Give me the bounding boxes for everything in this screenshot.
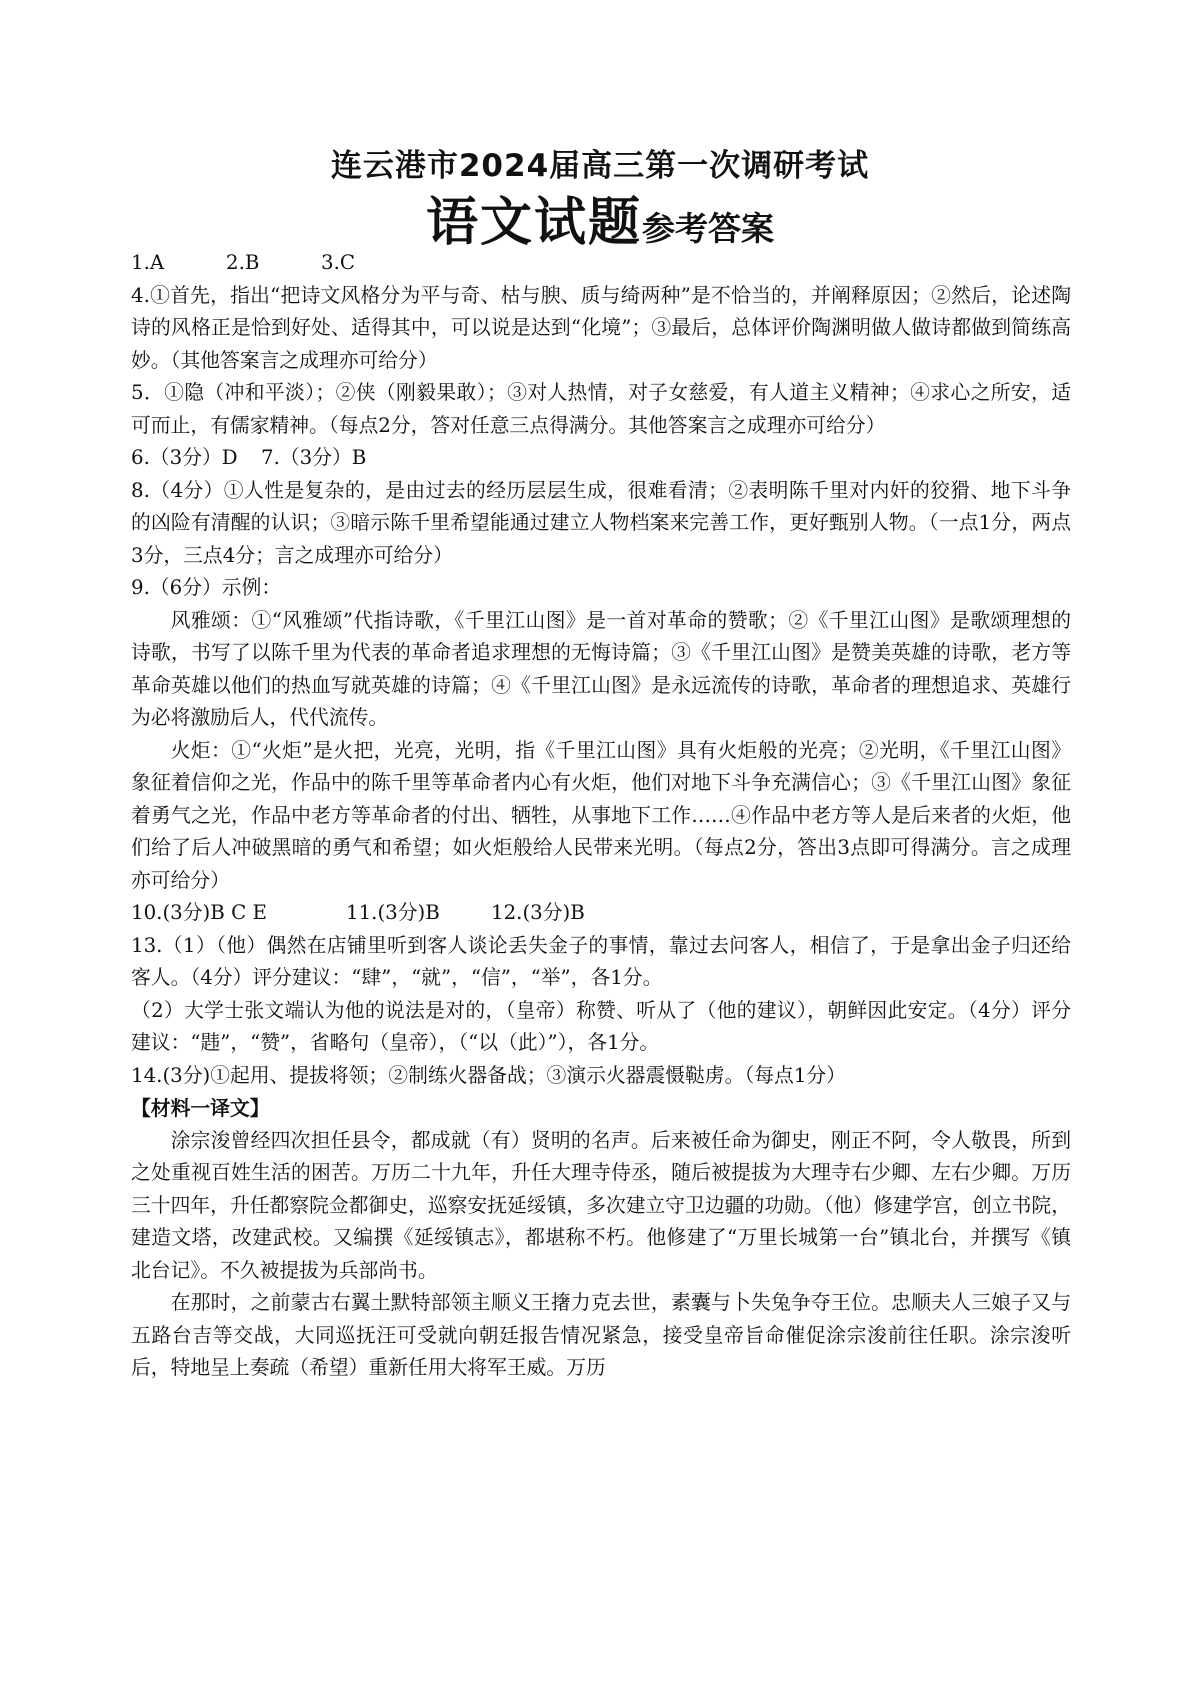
- translation-paragraph-2: 在那时，之前蒙古右翼土默特部领主顺义王撦力克去世，素囊与卜失兔争夺王位。忠顺夫人三娘子又与五路台吉等交战，大同巡抚汪可受就向朝廷报告情况紧急，接受皇帝旨命催促涂宗浚前往任职。涂宗浚听后，特地呈上奏疏（希望）重新任用大将军王威。万历: [131, 1291, 1071, 1379]
- answer-key-label: 参考答案: [642, 209, 774, 248]
- answer-14: 14.(3分)①起用、提拔将领；②制练火器备战；③演示火器震慑鞑虏。（每点1分）: [131, 1063, 846, 1087]
- answer-6: 6.（3分）D: [131, 446, 238, 469]
- answers-1-3: [131, 247, 1071, 280]
- subject-title: 语文试题: [425, 193, 642, 253]
- answer-13-part-1: 13.（1）（他）偶然在店铺里听到客人谈论丢失金子的事情，靠过去问客人，相信了，于是拿出金子归还给客人。（4分）评分建议：“肆”，“就”，“信”，“举”，各1分。: [131, 933, 1071, 989]
- answers-6-7: [131, 442, 1071, 475]
- answer-13-part-2: （2）大学士张文端认为他的说法是对的，（皇帝）称赞、听从了（他的建议），朝鲜因此安定。（4分）评分建议：“韪”，“赞”，省略句（皇帝），（“以（此）”），各1分。: [131, 998, 1071, 1054]
- answer-11: 11.(3分)B: [346, 901, 440, 924]
- answer-9-option-b: 火炬：①“火炬”是火把，光亮，光明，指《千里江山图》具有火炬般的光亮；②光明，《千里江山图》象征着信仰之光，作品中的陈千里等革命者内心有火炬，他们对地下斗争充满信心；③《千里江山图》象征着勇气之光，作品中老方等革命者的付出、牺牲，从事地下工作……④作品中老方等人是后来者的火炬，他们给了后人冲破黑暗的勇气和希望；如火炬般给人民带来光明。（每点2分，答出3点即可得满分。言之成理亦可给分）: [131, 738, 1071, 892]
- answer-5: 5．①隐（冲和平淡）；②侠（刚毅果敢）；③对人热情，对子女慈爱，有人道主义精神；④求心之所安，适可而止，有儒家精神。（每点2分，答对任意三点得满分。其他答案言之成理亦可给分）: [131, 381, 1071, 437]
- answer-12: 12.(3分)B: [491, 901, 585, 924]
- answer-8: 8.（4分）①人性是复杂的，是由过去的经历层层生成，很难看清；②表明陈千里对内奸的狡猾、地下斗争的凶险有清醒的认识；③暗示陈千里希望能通过建立人物档案来完善工作，更好甄别人物。（一点1分，两点3分，三点4分；言之成理亦可给分）: [131, 478, 1071, 567]
- answer-3: 3.C: [321, 251, 356, 274]
- answer-4: 4.①首先，指出“把诗文风格分为平与奇、枯与腴、质与绮两种”是不恰当的，并阐释原因；②然后，论述陶诗的风格正是恰到好处、适得其中，可以说是达到“化境”；③最后，总体评价陶渊明做人做诗都做到简练高妙。（其他答案言之成理亦可给分）: [131, 283, 1071, 372]
- answer-content: [131, 247, 1071, 1385]
- answer-10: 10.(3分)B C E: [131, 901, 267, 924]
- answer-2: 2.B: [226, 251, 260, 274]
- answers-10-12: [131, 897, 1071, 930]
- answer-9-option-a: 风雅颂：①“风雅颂”代指诗歌，《千里江山图》是一首对革命的赞歌；②《千里江山图》是歌颂理想的诗歌，书写了以陈千里为代表的革命者追求理想的无悔诗篇；③《千里江山图》是赞美英雄的诗歌，老方等革命英雄以他们的热血写就英雄的诗篇；④《千里江山图》是永远流传的诗歌，革命者的理想追求、英雄行为必将激励后人，代代流传。: [131, 608, 1071, 729]
- translation-paragraph-1: 涂宗浚曾经四次担任县令，都成就（有）贤明的名声。后来被任命为御史，刚正不阿，令人敬畏，所到之处重视百姓生活的困苦。万历二十九年，升任大理寺侍丞，随后被提拔为大理寺右少卿、左右少卿。万历三十四年，升任都察院佥都御史，巡察安抚延绥镇，多次建立守卫边疆的功勋。（他）修建学宫，创立书院，建造文塔，改建武校。又编撰《延绥镇志》，都堪称不朽。他修建了“万里长城第一台”镇北台，并撰写《镇北台记》。不久被提拔为兵部尚书。: [131, 1128, 1071, 1282]
- answer-1: 1.A: [131, 251, 165, 274]
- answer-7: 7.（3分）B: [261, 446, 367, 469]
- exam-subtitle: [0, 180, 1200, 255]
- answer-9-heading: 9.（6分）示例：: [131, 576, 282, 599]
- translation-heading: 【材料一译文】: [131, 1096, 270, 1120]
- exam-title: 连云港市2024届高三第一次调研考试: [330, 148, 870, 184]
